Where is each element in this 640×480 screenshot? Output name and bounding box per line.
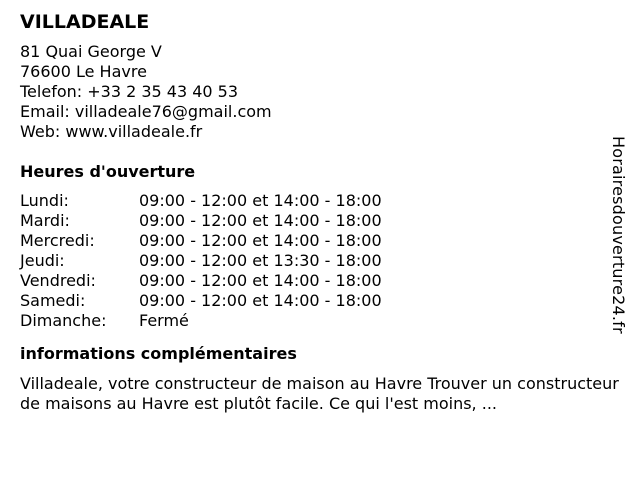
day-label: Vendredi:	[20, 271, 96, 290]
time-range: 09:00 - 12:00 et 14:00 - 18:00	[139, 291, 382, 310]
day-label: Dimanche:	[20, 311, 107, 330]
day-label: Samedi:	[20, 291, 86, 310]
additional-info-text: Villadeale, votre constructeur de maison au Havre Trouver un constructeur de maisons au Havre est plutôt facile. Ce qui l'est moins, ...	[20, 374, 619, 413]
day-label: Mercredi:	[20, 231, 95, 250]
day-label: Lundi:	[20, 191, 69, 210]
day-label: Jeudi:	[20, 251, 65, 270]
hours-row-wednesday	[20, 231, 610, 251]
time-range: 09:00 - 12:00 et 14:00 - 18:00	[139, 231, 382, 250]
hours-row-sunday	[20, 311, 610, 331]
website-line: Web: www.villadeale.fr	[20, 122, 203, 141]
day-label: Mardi:	[20, 211, 70, 230]
time-range: 09:00 - 12:00 et 14:00 - 18:00	[139, 271, 382, 290]
site-watermark: Horairesdouverture24.fr	[609, 136, 628, 334]
hours-row-friday	[20, 271, 610, 291]
hours-row-saturday	[20, 291, 610, 311]
time-range: Fermé	[139, 311, 189, 330]
opening-hours-heading: Heures d'ouverture	[20, 162, 196, 181]
street-address: 81 Quai George V	[20, 42, 162, 61]
time-range: 09:00 - 12:00 et 14:00 - 18:00	[139, 191, 382, 210]
business-name: VILLADEALE	[20, 11, 150, 33]
time-range: 09:00 - 12:00 et 14:00 - 18:00	[139, 211, 382, 230]
contact-block	[20, 42, 610, 142]
email-line: Email: villadeale76@gmail.com	[20, 102, 272, 121]
phone-line: Telefon: +33 2 35 43 40 53	[20, 82, 239, 101]
additional-info-heading: informations complémentaires	[20, 344, 297, 363]
city-postal-code: 76600 Le Havre	[20, 62, 147, 81]
time-range: 09:00 - 12:00 et 13:30 - 18:00	[139, 251, 382, 270]
hours-row-thursday	[20, 251, 610, 271]
hours-row-monday	[20, 191, 610, 211]
opening-hours-table	[20, 191, 610, 331]
hours-row-tuesday	[20, 211, 610, 231]
